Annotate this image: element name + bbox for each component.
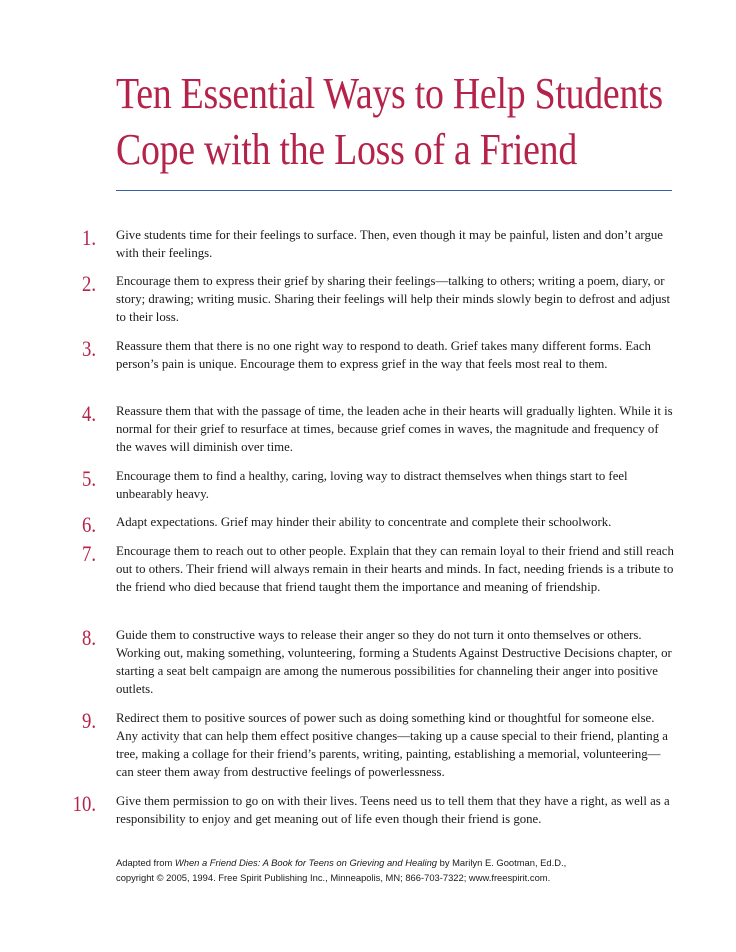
- item-number: 2.: [81, 271, 96, 296]
- citation-line-2: copyright © 2005, 1994. Free Spirit Publishing Inc., Minneapolis, MN; 866-703-7322; www.freespirit.com.: [116, 872, 551, 883]
- item-text: Encourage them to reach out to other people. Explain that they can remain loyal to their friend and still reach out to others. Their friend will always remain in their hearts and minds. In fact, needing friends is a tribute to the friend who died because that friend taught them the importance and meaning of friendship.: [116, 544, 674, 594]
- item-text: Encourage them to find a healthy, caring, loving way to distract themselves when things start to feel unbearably heavy.: [116, 469, 628, 501]
- item-number: 10.: [72, 791, 96, 816]
- item-number: 5.: [81, 466, 96, 491]
- item-number: 4.: [81, 401, 96, 426]
- item-number: 3.: [81, 336, 96, 361]
- item-text: Give students time for their feelings to surface. Then, even though it may be painful, listen and don’t argue with their feelings.: [116, 228, 663, 260]
- citation-line-1: [116, 855, 696, 870]
- item-number: 1.: [81, 225, 96, 250]
- item-text: Encourage them to express their grief by sharing their feelings—talking to others; writing a poem, diary, or story; drawing; writing music. Sharing their feelings will help their minds slowly begin to defrost and adjust to their loss.: [116, 274, 671, 324]
- item-text: Redirect them to positive sources of power such as doing something kind or thoughtful for someone else. Any activity that can help them effect positive changes—taking up a cause special to their friend, planting a tree, making a collage for their friend’s parents, writing, painting, establishing a memorial, volunteering—can steer them away from destructive feelings of powerlessness.: [116, 711, 668, 779]
- page-title: [116, 66, 663, 178]
- title-line-1: Ten Essential Ways to Help Students: [116, 69, 663, 118]
- citation-prefix: Adapted from: [116, 857, 175, 868]
- item-number: 6.: [81, 512, 96, 537]
- item-text: Guide them to constructive ways to release their anger so they do not turn it onto themselves or others. Working out, making something, volunteering, forming a Students Against Destructive Decisions chapter, or starting a seat belt campaign are among the numerous possibilities for channeling their anger into positive outlets.: [116, 628, 672, 696]
- item-text: Reassure them that there is no one right way to respond to death. Grief takes many different forms. Each person’s pain is unique. Encourage them to express grief in the way that feels most real to them.: [116, 339, 651, 371]
- item-number: 7.: [81, 541, 96, 566]
- item-text: Give them permission to go on with their lives. Teens need us to tell them that they have a right, as well as a responsibility to enjoy and get meaning out of life even though their friend is gone.: [116, 794, 670, 826]
- item-number: 9.: [81, 708, 96, 733]
- item-text: Reassure them that with the passage of time, the leaden ache in their hearts will gradually lighten. While it is normal for their grief to resurface at times, because grief comes in waves, the magnitude and frequency of the waves will diminish over time.: [116, 404, 673, 454]
- citation-suffix: by Marilyn E. Gootman, Ed.D.,: [437, 857, 567, 868]
- source-citation: [116, 855, 696, 885]
- citation-book-title: When a Friend Dies: A Book for Teens on Grieving and Healing: [174, 857, 438, 868]
- item-text: Adapt expectations. Grief may hinder their ability to concentrate and complete their schoolwork.: [116, 515, 612, 529]
- title-divider: [116, 190, 672, 191]
- item-number: 8.: [81, 625, 96, 650]
- title-line-2: Cope with the Loss of a Friend: [116, 125, 578, 174]
